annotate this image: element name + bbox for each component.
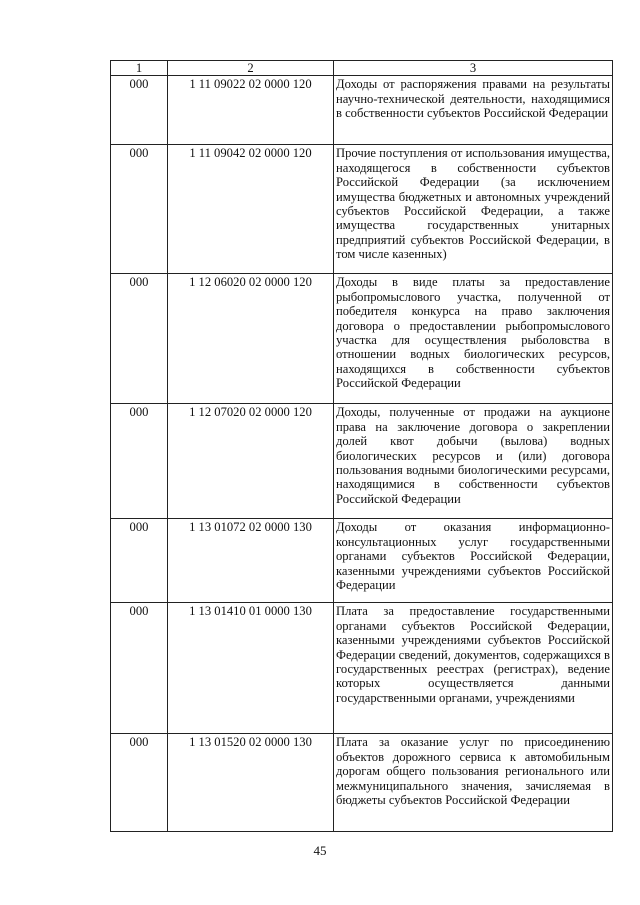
revenue-description-cell: Прочие поступления от использования имущества, находящегося в собственности субъектов Российской Федерации (за исключением имущества бюджетных и автономных учреждений субъектов Российской Федерации, а также имущества государственных унитарных предприятий субъектов Российской Федерации, в том числе казенных)	[334, 145, 613, 274]
table-row	[111, 519, 613, 603]
page-number: 45	[313, 843, 327, 858]
admin-code-cell: 000	[111, 404, 168, 519]
table-row	[111, 76, 613, 145]
table-row	[111, 734, 613, 832]
budget-code-cell: 1 13 01072 02 0000 130	[168, 519, 334, 603]
budget-code-cell: 1 13 01410 01 0000 130	[168, 603, 334, 734]
column-header-3: 3	[334, 61, 613, 76]
admin-code-cell: 000	[111, 603, 168, 734]
column-header-2: 2	[168, 61, 334, 76]
budget-code-cell: 1 12 06020 02 0000 120	[168, 274, 334, 404]
revenue-description-cell: Плата за предоставление государственными органами субъектов Российской Федерации, казенными учреждениями субъектов Российской Федерации сведений, документов, содержащихся в государственных реестрах (регистрах), ведение которых осуществляется данными государственными органами, учреждениями	[334, 603, 613, 734]
revenue-codes-table	[110, 60, 613, 832]
revenue-description-cell: Доходы от распоряжения правами на результаты научно-технической деятельности, находящимися в собственности субъектов Российской Федерации	[334, 76, 613, 145]
table-row	[111, 404, 613, 519]
admin-code-cell: 000	[111, 76, 168, 145]
revenue-description-cell: Доходы в виде платы за предоставление рыбопромыслового участка, полученной от победителя конкурса на право заключения договора о предоставлении рыбопромыслового участка для осуществления рыболовства в отношении водных биологических ресурсов, находящихся в собственности субъектов Российской Федерации	[334, 274, 613, 404]
admin-code-cell: 000	[111, 519, 168, 603]
revenue-description-cell: Доходы, полученные от продажи на аукционе права на заключение договора о закреплении долей квот добычи (вылова) водных биологических ресурсов и (или) договора пользования водными биологическими ресурсами, находящимися в собственности субъектов Российской Федерации	[334, 404, 613, 519]
budget-code-cell: 1 12 07020 02 0000 120	[168, 404, 334, 519]
revenue-description-cell: Плата за оказание услуг по присоединению объектов дорожного сервиса к автомобильным дорогам общего пользования регионального или межмуниципального значения, зачисляемая в бюджеты субъектов Российской Федерации	[334, 734, 613, 832]
budget-code-cell: 1 11 09042 02 0000 120	[168, 145, 334, 274]
admin-code-cell: 000	[111, 734, 168, 832]
column-header-1: 1	[111, 61, 168, 76]
admin-code-cell: 000	[111, 145, 168, 274]
header-row	[111, 61, 613, 76]
table-row	[111, 603, 613, 734]
budget-code-cell: 1 13 01520 02 0000 130	[168, 734, 334, 832]
revenue-description-cell: Доходы от оказания информационно-консультационных услуг государственными органами субъектов Российской Федерации, казенными учреждениями субъектов Российской Федерации	[334, 519, 613, 603]
admin-code-cell: 000	[111, 274, 168, 404]
budget-code-cell: 1 11 09022 02 0000 120	[168, 76, 334, 145]
table-row	[111, 274, 613, 404]
table-row	[111, 145, 613, 274]
